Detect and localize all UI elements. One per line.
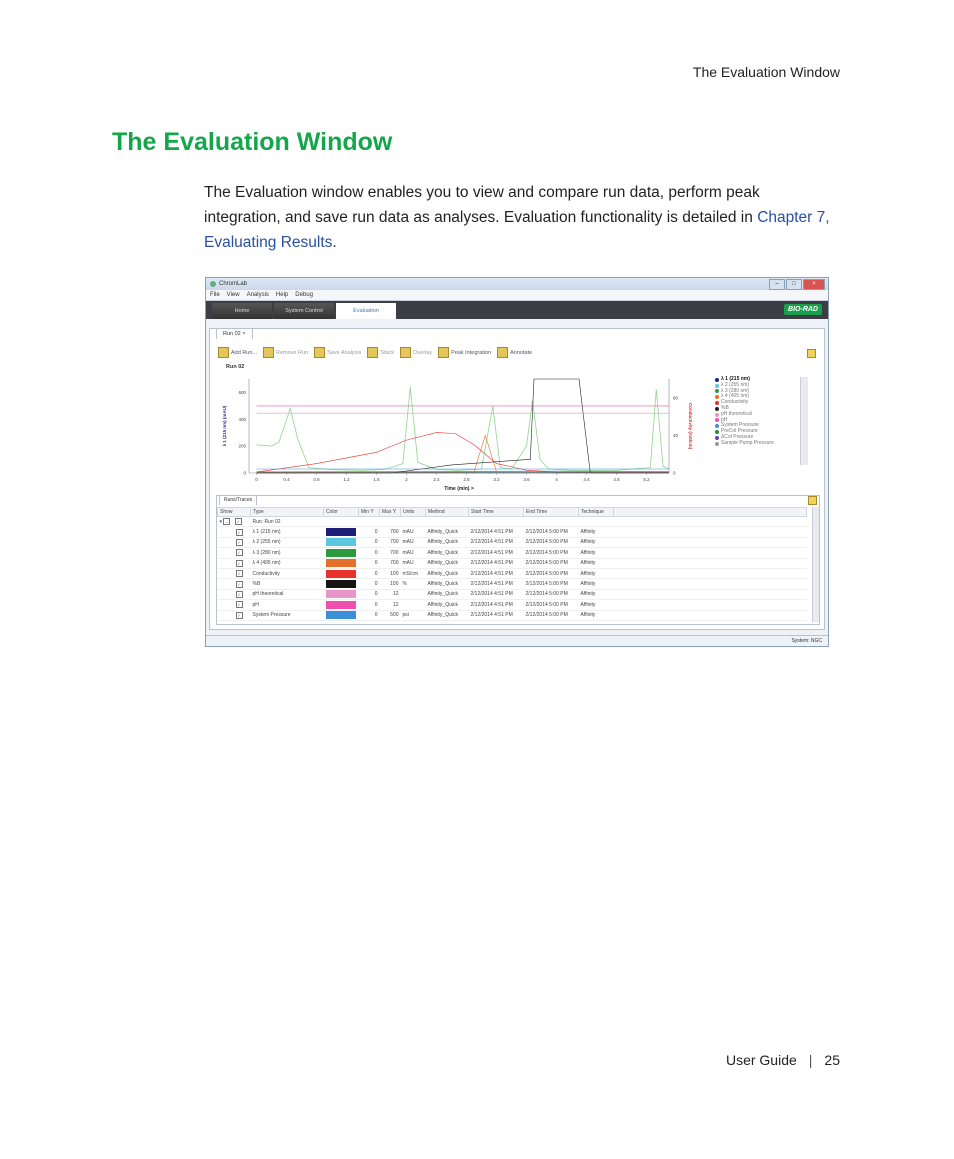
max-y: 100 <box>380 568 401 578</box>
traces-scrollbar[interactable] <box>812 507 819 622</box>
series-line-4 <box>257 433 670 473</box>
legend-dot <box>715 407 719 411</box>
units <box>401 589 426 599</box>
page-number: 25 <box>824 1052 840 1068</box>
menu-file[interactable]: File <box>210 292 220 298</box>
end-time: 2/12/2014 5:00 PM <box>524 589 579 599</box>
min-y: 0 <box>359 537 380 547</box>
table-row[interactable] <box>218 527 807 537</box>
method: Affinity_Quick <box>426 600 469 610</box>
color-swatch[interactable] <box>326 590 356 598</box>
show-cell <box>218 568 251 578</box>
show-checkbox[interactable]: ✓ <box>237 571 241 577</box>
technique: Affinity <box>579 558 614 568</box>
save-analysis-label: Save Analysis <box>327 349 362 356</box>
table-row[interactable] <box>218 600 807 610</box>
legend-dot <box>715 378 719 382</box>
y-right-tick-label: 80 <box>673 395 679 401</box>
col-show[interactable]: Show <box>218 508 251 517</box>
color-cell <box>324 527 359 537</box>
filler <box>614 527 807 537</box>
peak-integration-label: Peak Integration <box>451 349 492 356</box>
runs-traces-tab[interactable]: Runs/Traces <box>219 495 257 505</box>
legend-dot <box>715 436 719 440</box>
min-y: 0 <box>359 558 380 568</box>
app-icon <box>210 281 216 287</box>
col-units[interactable]: Units <box>401 508 426 517</box>
color-cell <box>324 610 359 620</box>
x-tick-label: 2.8 <box>463 477 470 482</box>
eval-toolbar <box>218 347 532 358</box>
units: % <box>401 579 426 589</box>
doc-tab-label: Run 02 <box>223 331 241 337</box>
table-row[interactable] <box>218 537 807 547</box>
intro-paragraph <box>204 180 834 255</box>
menu-debug[interactable]: Debug <box>295 292 313 298</box>
show-checkbox[interactable]: ✓ <box>237 612 241 618</box>
menu-bar <box>206 290 828 301</box>
remove-run-button[interactable] <box>263 347 308 358</box>
max-y: 700 <box>380 527 401 537</box>
remove-run-icon <box>263 347 274 358</box>
x-tick-label: 1.2 <box>343 477 350 482</box>
technique: Affinity <box>579 589 614 599</box>
legend-dot <box>715 424 719 428</box>
group-show-checkbox[interactable]: ✓ <box>236 519 240 525</box>
technique: Affinity <box>579 610 614 620</box>
trace-type: λ 3 (280 nm) <box>251 548 324 558</box>
table-row[interactable] <box>218 589 807 599</box>
minimize-icon[interactable]: – <box>769 279 785 290</box>
legend-label: Sample Pump Pressure <box>721 439 774 446</box>
x-tick-label: 4 <box>555 477 558 482</box>
end-time: 2/12/2014 5:00 PM <box>524 527 579 537</box>
stack-label: Stack <box>380 349 395 356</box>
y-right-tick-label: 40 <box>673 432 679 438</box>
chart-title: Run 02 <box>226 364 245 370</box>
legend-dot <box>715 401 719 405</box>
save-icon <box>314 347 325 358</box>
method: Affinity_Quick <box>426 558 469 568</box>
legend-dot <box>715 395 719 399</box>
color-swatch[interactable] <box>326 549 356 557</box>
legend-item[interactable] <box>715 441 799 447</box>
menu-view[interactable]: View <box>226 292 240 298</box>
show-checkbox[interactable]: ✓ <box>237 560 241 566</box>
units: mS/cm <box>401 568 426 578</box>
legend-label: Conductivity <box>721 399 749 406</box>
close-tab-icon[interactable]: × <box>242 331 246 337</box>
color-swatch[interactable] <box>326 570 356 578</box>
legend-label: ΔCol Pressure <box>721 433 754 440</box>
legend-label: PreCol Pressure <box>721 428 758 435</box>
color-cell <box>324 558 359 568</box>
remove-run-label: Remove Run <box>276 349 309 356</box>
show-checkbox[interactable]: ✓ <box>237 602 241 608</box>
tab-home[interactable]: Home <box>212 303 272 319</box>
col-start-time[interactable]: Start Time <box>469 508 524 517</box>
close-icon[interactable]: × <box>803 279 825 290</box>
tab-evaluation[interactable]: Evaluation <box>336 303 396 319</box>
max-y: 700 <box>380 537 401 547</box>
color-swatch[interactable] <box>326 580 356 588</box>
chart-legend <box>715 377 799 465</box>
end-time: 2/12/2014 5:00 PM <box>524 568 579 578</box>
filler <box>614 568 807 578</box>
trace-type: λ 1 (215 nm) <box>251 527 324 537</box>
max-y: 500 <box>380 610 401 620</box>
save-analysis-button[interactable] <box>314 347 361 358</box>
units: mAU <box>401 548 426 558</box>
col-min-y[interactable]: Min Y <box>359 508 380 517</box>
start-time: 2/12/2014 4:51 PM <box>469 527 524 537</box>
show-cell <box>218 548 251 558</box>
menu-help[interactable]: Help <box>275 292 289 298</box>
max-y: 100 <box>380 579 401 589</box>
x-tick-label: 0 <box>255 477 258 482</box>
show-cell <box>218 527 251 537</box>
filler <box>614 589 807 599</box>
trace-type: System Pressure <box>251 610 324 620</box>
trace-type: λ 4 (495 nm) <box>251 558 324 568</box>
filler <box>614 600 807 610</box>
start-time: 2/12/2014 4:51 PM <box>469 579 524 589</box>
end-time: 2/12/2014 5:00 PM <box>524 537 579 547</box>
page-title: The Evaluation Window <box>112 128 393 156</box>
filler <box>614 537 807 547</box>
running-head: The Evaluation Window <box>692 64 840 80</box>
app-screenshot <box>205 277 829 647</box>
app-title: ChromLab <box>219 281 248 287</box>
start-time: 2/12/2014 4:51 PM <box>469 558 524 568</box>
end-time: 2/12/2014 5:00 PM <box>524 600 579 610</box>
y-right-tick-label: 0 <box>673 470 676 476</box>
show-cell <box>218 537 251 547</box>
group-label: Run: Run 02 <box>251 517 807 527</box>
method: Affinity_Quick <box>426 548 469 558</box>
annotate-label: Annotate <box>510 349 533 356</box>
x-tick-label: 4.8 <box>613 477 620 482</box>
legend-dot <box>715 442 719 446</box>
legend-label: pH theoretical <box>721 410 752 417</box>
trace-type: pH theoretical <box>251 589 324 599</box>
end-time: 2/12/2014 5:00 PM <box>524 579 579 589</box>
technique: Affinity <box>579 579 614 589</box>
start-time: 2/12/2014 4:51 PM <box>469 548 524 558</box>
chromatogram-chart <box>214 369 694 493</box>
legend-label: λ 2 (255 nm) <box>721 381 750 388</box>
show-checkbox[interactable]: ✓ <box>237 591 241 597</box>
page-footer <box>726 1052 840 1068</box>
y-tick-label: 200 <box>238 443 246 449</box>
y-axis-label-right: Conductivity (mS/cm) <box>688 402 693 450</box>
method: Affinity_Quick <box>426 589 469 599</box>
col-color[interactable]: Color <box>324 508 359 517</box>
legend-dot <box>715 413 719 417</box>
annotate-button[interactable] <box>497 347 532 358</box>
col-filler <box>614 508 807 517</box>
color-swatch[interactable] <box>326 611 356 619</box>
start-time: 2/12/2014 4:51 PM <box>469 610 524 620</box>
start-time: 2/12/2014 4:51 PM <box>469 537 524 547</box>
runs-traces-panel <box>216 495 820 625</box>
max-y: 12 <box>380 589 401 599</box>
group-checkbox[interactable]: – <box>223 518 230 525</box>
method: Affinity_Quick <box>426 568 469 578</box>
legend-dot <box>715 384 719 388</box>
series-line-0 <box>257 387 670 470</box>
trace-type: λ 2 (255 nm) <box>251 537 324 547</box>
legend-scrollbar[interactable] <box>800 377 808 465</box>
run-group-row[interactable] <box>218 517 807 527</box>
add-run-button[interactable] <box>218 347 257 358</box>
technique: Affinity <box>579 548 614 558</box>
y-tick-label: 0 <box>243 470 246 476</box>
col-technique[interactable]: Technique <box>579 508 614 517</box>
end-time: 2/12/2014 5:00 PM <box>524 610 579 620</box>
filler <box>614 579 807 589</box>
footer-separator: | <box>808 1052 813 1068</box>
show-checkbox[interactable]: ✓ <box>237 539 241 545</box>
method: Affinity_Quick <box>426 610 469 620</box>
show-cell <box>218 589 251 599</box>
series-line-5 <box>257 379 670 473</box>
overlay-icon <box>400 347 411 358</box>
end-time: 2/12/2014 5:00 PM <box>524 558 579 568</box>
table-row[interactable] <box>218 558 807 568</box>
show-checkbox[interactable]: ✓ <box>237 581 241 587</box>
technique: Affinity <box>579 600 614 610</box>
col-type[interactable]: Type <box>251 508 324 517</box>
x-tick-label: 0.8 <box>313 477 320 482</box>
color-cell <box>324 548 359 558</box>
menu-analysis[interactable]: Analysis <box>246 292 269 298</box>
units: psi <box>401 610 426 620</box>
min-y: 0 <box>359 548 380 558</box>
x-tick-label: 5.2 <box>643 477 650 482</box>
window-controls <box>769 279 825 290</box>
trace-type: pH <box>251 600 324 610</box>
units: mAU <box>401 558 426 568</box>
overlay-button[interactable] <box>400 347 432 358</box>
max-y: 700 <box>380 548 401 558</box>
footer-guide: User Guide <box>725 1052 797 1068</box>
trace-type: %B <box>251 579 324 589</box>
y-tick-label: 600 <box>238 389 246 395</box>
peak-integration-icon <box>438 347 449 358</box>
series-line-3 <box>257 435 670 472</box>
color-cell <box>324 537 359 547</box>
min-y: 0 <box>359 600 380 610</box>
legend-label: pH <box>721 416 728 423</box>
units <box>401 600 426 610</box>
stack-icon <box>367 347 378 358</box>
units: mAU <box>401 527 426 537</box>
min-y: 0 <box>359 568 380 578</box>
x-tick-label: 4.4 <box>583 477 590 482</box>
filler <box>614 610 807 620</box>
show-cell <box>218 600 251 610</box>
add-run-icon <box>218 347 229 358</box>
table-row[interactable] <box>218 568 807 578</box>
x-tick-label: 3.2 <box>493 477 500 482</box>
x-tick-label: 1.6 <box>373 477 380 482</box>
color-swatch[interactable] <box>326 559 356 567</box>
legend-dot <box>715 430 719 434</box>
col-max-y[interactable]: Max Y <box>380 508 401 517</box>
color-swatch[interactable] <box>326 538 356 546</box>
status-bar: System: NGC <box>206 635 828 646</box>
legend-label: System Pressure <box>721 422 760 429</box>
main-tabs <box>206 301 828 319</box>
color-cell <box>324 589 359 599</box>
annotate-icon <box>497 347 508 358</box>
method: Affinity_Quick <box>426 527 469 537</box>
min-y: 0 <box>359 589 380 599</box>
color-cell <box>324 600 359 610</box>
x-tick-label: 0.4 <box>283 477 290 482</box>
max-y: 12 <box>380 600 401 610</box>
intro-end: . <box>332 234 337 251</box>
min-y: 0 <box>359 610 380 620</box>
doc-tab-run02[interactable] <box>216 328 253 339</box>
start-time: 2/12/2014 4:51 PM <box>469 600 524 610</box>
show-checkbox[interactable]: ✓ <box>237 529 241 535</box>
x-tick-label: 3.6 <box>523 477 530 482</box>
color-cell <box>324 579 359 589</box>
show-checkbox[interactable]: ✓ <box>237 550 241 556</box>
legend-label: λ 1 (215 nm) <box>721 376 750 382</box>
document-area <box>209 328 825 630</box>
stack-button[interactable] <box>367 347 394 358</box>
legend-dot <box>715 389 719 393</box>
method: Affinity_Quick <box>426 579 469 589</box>
start-time: 2/12/2014 4:51 PM <box>469 568 524 578</box>
table-row[interactable] <box>218 579 807 589</box>
units: mAU <box>401 537 426 547</box>
col-method[interactable]: Method <box>426 508 469 517</box>
color-swatch[interactable] <box>326 601 356 609</box>
color-cell <box>324 568 359 578</box>
x-axis-label: Time (min) > <box>444 486 474 492</box>
col-end-time[interactable]: End Time <box>524 508 579 517</box>
add-run-label: Add Run... <box>231 349 257 356</box>
traces-header-row <box>218 508 807 517</box>
panel-options-icon[interactable] <box>808 496 817 505</box>
end-time: 2/12/2014 5:00 PM <box>524 548 579 558</box>
filler <box>614 558 807 568</box>
min-y: 0 <box>359 579 380 589</box>
legend-label: %B <box>721 404 729 411</box>
table-row[interactable] <box>218 548 807 558</box>
group-toggle[interactable]: ▾ – ✓ <box>218 517 251 527</box>
show-cell <box>218 579 251 589</box>
legend-label: λ 3 (280 nm) <box>721 387 750 394</box>
chapter-7-link[interactable]: Chapter 7, Evaluating Results <box>204 209 830 251</box>
legend-dot <box>715 418 719 422</box>
legend-label: λ 4 (405 nm) <box>721 393 750 400</box>
traces-table <box>217 507 807 621</box>
maximize-icon[interactable]: □ <box>786 279 802 290</box>
y-axis-label-left: λ 1 (215 nm) (mAU) <box>222 405 227 447</box>
technique: Affinity <box>579 537 614 547</box>
min-y: 0 <box>359 527 380 537</box>
peak-integration-button[interactable] <box>438 347 491 358</box>
trace-type: Conductivity <box>251 568 324 578</box>
color-swatch[interactable] <box>326 528 356 536</box>
show-cell <box>218 558 251 568</box>
filler <box>614 548 807 558</box>
intro-text: The Evaluation window enables you to view and compare run data, perform peak integration, and save run data as analyses. Evaluation functionality is detailed in <box>204 184 760 226</box>
start-time: 2/12/2014 4:51 PM <box>469 589 524 599</box>
table-row[interactable] <box>218 610 807 620</box>
overlay-label: Overlay <box>413 349 433 356</box>
bio-rad-logo: BIO-RAD <box>784 304 822 315</box>
show-cell <box>218 610 251 620</box>
max-y: 700 <box>380 558 401 568</box>
method: Affinity_Quick <box>426 537 469 547</box>
technique: Affinity <box>579 568 614 578</box>
app-titlebar <box>206 278 828 290</box>
chart-options-icon[interactable] <box>807 349 816 358</box>
tab-system-control[interactable]: System Control <box>274 303 334 319</box>
technique: Affinity <box>579 527 614 537</box>
x-tick-label: 2.4 <box>433 477 440 482</box>
y-tick-label: 400 <box>238 416 246 422</box>
x-tick-label: 2 <box>405 477 408 482</box>
